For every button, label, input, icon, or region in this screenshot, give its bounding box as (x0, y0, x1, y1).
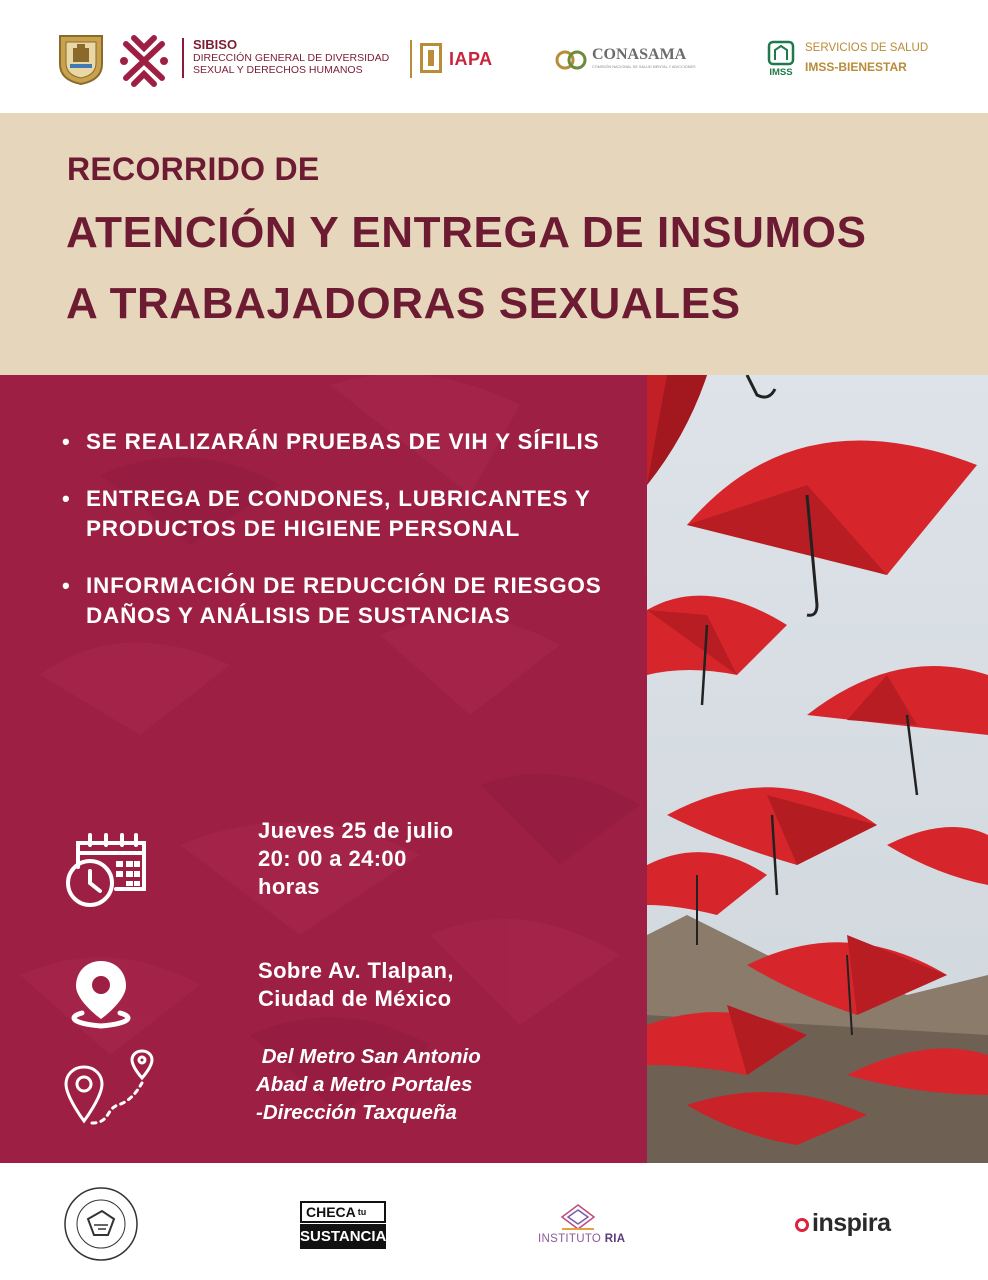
list-item: • SE REALIZARÁN PRUEBAS DE VIH Y SÍFILIS (60, 427, 635, 457)
inspira-text: inspira (812, 1209, 891, 1237)
schedule-unit: horas (258, 874, 320, 899)
checa-top (300, 1201, 386, 1223)
conasama-icon (555, 46, 587, 74)
location-city: Ciudad de México (258, 986, 452, 1011)
conasama-title: CONASAMA (592, 46, 687, 63)
iapa-icon (420, 43, 442, 73)
route-block (256, 1043, 481, 1127)
cdh-seal-icon (62, 1185, 140, 1263)
sibiso-line-2: SEXUAL Y DERECHOS HUMANOS (193, 64, 363, 76)
route-icon (62, 1047, 156, 1129)
imss-line-2: IMSS-BIENESTAR (805, 60, 907, 74)
location-street: Sobre Av. Tlalpan, (258, 958, 454, 983)
route-line-3: -Dirección Taxqueña (256, 1101, 457, 1124)
list-item: • ENTREGA DE CONDONES, LUBRICANTES Y PRODUCTOS DE HIGIENE PERSONAL (60, 484, 635, 544)
services-list (60, 427, 635, 658)
umbrella-photo (647, 375, 988, 1163)
sibiso-line-1: DIRECCIÓN GENERAL DE DIVERSIDAD (193, 52, 390, 64)
checa-bottom: SUSTANCIA (300, 1224, 386, 1249)
imss-icon (765, 40, 797, 78)
imss-mark-text: IMSS (769, 67, 793, 78)
iapa-text: IAPA (449, 49, 493, 69)
checa-tu-sustancia-logo (300, 1201, 386, 1249)
conasama-logo (555, 44, 700, 76)
title-line-2: A TRABAJADORAS SEXUALES (66, 279, 741, 328)
sibiso-knot-icon (118, 34, 170, 88)
inspira-icon (795, 1218, 809, 1232)
checa-tu: tu (357, 1207, 367, 1217)
logo-divider (410, 40, 412, 78)
imss-bienestar-logo (765, 38, 935, 80)
instituto-ria-icon (560, 1203, 596, 1231)
location-block (258, 957, 454, 1013)
route-line-2: Abad a Metro Portales (256, 1073, 473, 1096)
ria-word-2: RIA (604, 1233, 626, 1245)
instituto-ria-text (538, 1233, 625, 1245)
red-umbrellas-image (647, 375, 988, 1163)
conasama-subtitle: COMISIÓN NACIONAL DE SALUD MENTAL Y ADICCIONES (592, 65, 696, 69)
inspira-logo (795, 1209, 905, 1239)
details-panel (0, 375, 647, 1163)
imss-line-1: SERVICIOS DE SALUD (805, 42, 929, 54)
instituto-ria-logo (535, 1203, 625, 1253)
sibiso-title: SIBISO (193, 37, 238, 52)
schedule-time: 20: 00 a 24:00 (258, 846, 407, 871)
route-line-1: Del Metro San Antonio (256, 1045, 481, 1068)
list-item: • INFORMACIÓN DE REDUCCIÓN DE RIESGOS DAÑOS Y ANÁLISIS DE SUSTANCIAS (60, 571, 635, 631)
header-logo-bar (0, 0, 988, 113)
ria-word-1: INSTITUTO (538, 1233, 605, 1245)
title-band (0, 113, 988, 375)
calendar-clock-icon (64, 831, 148, 909)
footer-logo-bar (0, 1163, 988, 1280)
title-kicker: RECORRIDO DE (67, 151, 320, 187)
schedule-date: Jueves 25 de julio (258, 818, 454, 843)
location-pin-icon (64, 957, 138, 1031)
title-line-1: ATENCIÓN Y ENTREGA DE INSUMOS (66, 208, 867, 257)
checa-word: CHECA (306, 1204, 356, 1220)
sibiso-logo-text (182, 38, 407, 78)
city-shield-icon (58, 34, 104, 86)
schedule-block (258, 817, 454, 901)
